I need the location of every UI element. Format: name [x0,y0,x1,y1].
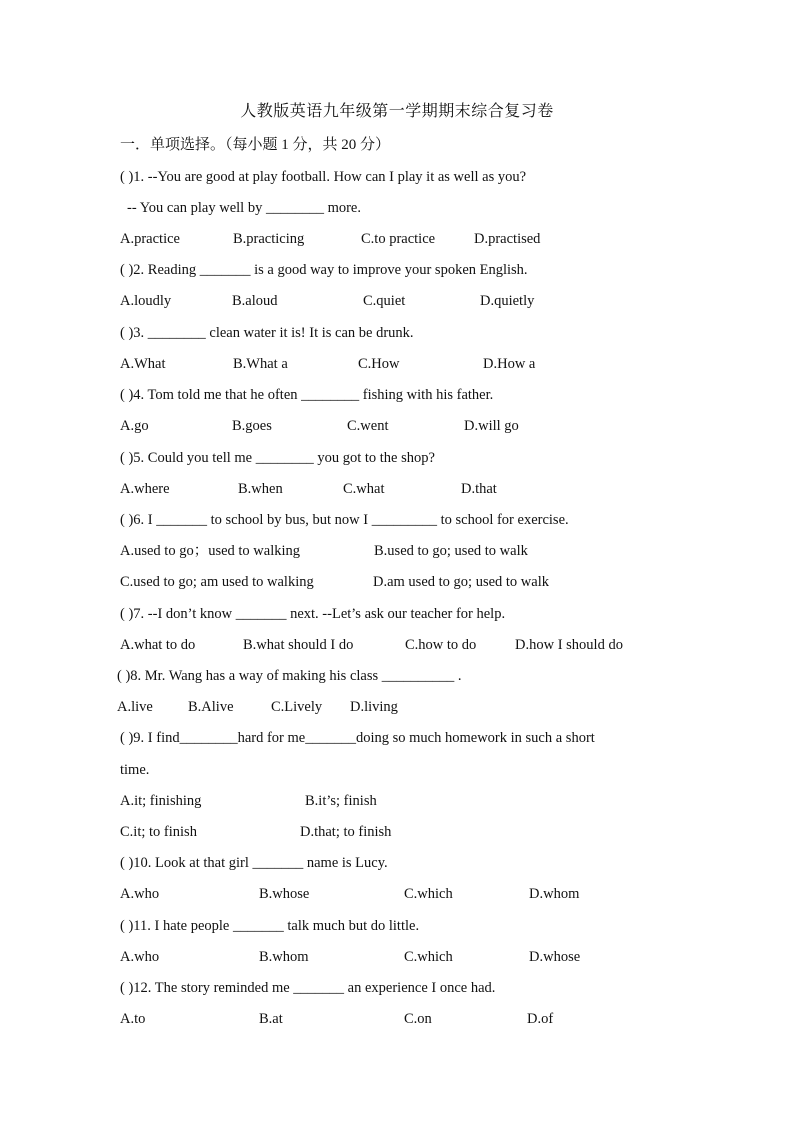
option-text: C.it; to finish [120,824,197,840]
option-text: A.it; finishing [120,793,202,809]
question-text: ( )5. Could you tell me ________ you got to the shop? [120,450,435,466]
options-row [0,821,794,843]
option-text: B.What a [233,356,288,372]
option-text: D.of [527,1011,554,1027]
option-text: D.am used to go; used to walk [373,574,549,590]
option-text: B.aloud [232,293,278,309]
option-text: A.practice [120,231,180,247]
option-text: C.what [343,481,385,497]
question-text: ( )10. Look at that girl _______ name is Lucy. [120,855,388,871]
option-text: B.goes [232,418,272,434]
option-text: A.who [120,886,160,902]
option-text: B.Alive [188,699,234,715]
question-line [0,852,794,874]
question-line [0,259,794,281]
question-text: ( )8. Mr. Wang has a way of making his class __________ . [117,668,462,684]
option-text: D.whom [529,886,580,902]
option-text: B.at [259,1011,283,1027]
options-row [0,540,794,562]
question-text: ( )1. --You are good at play football. How can I play it as well as you? [120,169,527,185]
question-line [0,603,794,625]
option-text: A.loudly [120,293,172,309]
question-line [0,759,794,781]
option-text: C.which [404,949,453,965]
question-text: ( )9. I find________hard for me_______doing so much homework in such a short [120,730,595,746]
question-line [0,665,794,687]
options-row [0,571,794,593]
option-text: D.that [461,481,497,497]
question-text: -- You can play well by ________ more. [127,200,361,216]
option-text: C.quiet [363,293,406,309]
option-text: D.whose [529,949,581,965]
option-text: C.went [347,418,389,434]
option-text: D.quietly [480,293,535,309]
options-row [0,790,794,812]
option-text: B.when [238,481,283,497]
option-text: A.go [120,418,149,434]
option-text: A.where [120,481,170,497]
options-row [0,634,794,656]
option-text: D.will go [464,418,519,434]
options-row [0,415,794,437]
option-text: D.How a [483,356,536,372]
question-line [0,915,794,937]
option-text: B.it’s; finish [305,793,377,809]
option-text: B.whose [259,886,310,902]
option-text: B.what should I do [243,637,354,653]
question-line [0,727,794,749]
question-text: ( )11. I hate people _______ talk much but do little. [120,918,420,934]
option-text: A.live [117,699,153,715]
option-text: D.how I should do [515,637,623,653]
option-text: C.How [358,356,400,372]
option-text: D.living [350,699,398,715]
section-heading [0,134,794,156]
question-line [0,197,794,219]
option-text: C.used to go; am used to walking [120,574,314,590]
question-text: ( )6. I _______ to school by bus, but now I _________ to school for exercise. [120,512,569,528]
option-text: C.to practice [361,231,436,247]
option-text: A.what to do [120,637,196,653]
question-line [0,384,794,406]
option-text: C.Lively [271,699,323,715]
options-row [0,883,794,905]
section-heading-text: 一．单项选择。（每小题 1 分，共 20 分） [120,137,391,153]
options-row [0,696,794,718]
options-row [0,478,794,500]
options-row [0,1008,794,1030]
question-text: ( )7. --I don’t know _______ next. --Let’s ask our teacher for help. [120,606,506,622]
question-text: ( )12. The story reminded me _______ an experience I once had. [120,980,496,996]
option-text: B.used to go; used to walk [374,543,528,559]
question-line [0,447,794,469]
option-text: C.on [404,1011,432,1027]
option-text: C.how to do [405,637,477,653]
question-line [0,977,794,999]
option-text: B.whom [259,949,309,965]
question-text: ( )4. Tom told me that he often ________ fishing with his father. [120,387,494,403]
question-line [0,509,794,531]
question-line [0,166,794,188]
question-line [0,322,794,344]
option-text: A.to [120,1011,146,1027]
option-text: B.practicing [233,231,305,247]
page-title: 人教版英语九年级第一学期期末综合复习卷 [240,103,554,120]
options-row [0,290,794,312]
option-text: A.What [120,356,166,372]
option-text: A.who [120,949,160,965]
option-text: A.used to go；used to walking [120,543,301,559]
option-text: D.practised [474,231,541,247]
option-text: C.which [404,886,453,902]
options-row [0,946,794,968]
option-text: D.that; to finish [300,824,392,840]
options-row [0,353,794,375]
question-text: time. [120,762,150,778]
question-text: ( )3. ________ clean water it is! It is can be drunk. [120,325,414,341]
options-row [0,228,794,250]
question-text: ( )2. Reading _______ is a good way to improve your spoken English. [120,262,528,278]
